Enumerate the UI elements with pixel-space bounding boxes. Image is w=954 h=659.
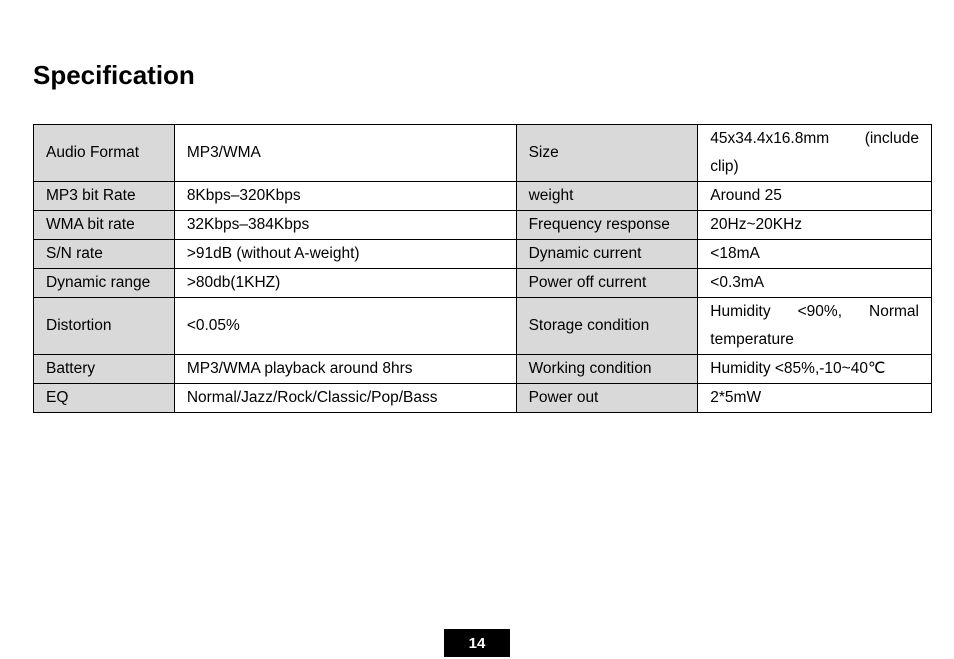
spec-label: Power out (516, 384, 698, 413)
table-row (34, 182, 932, 211)
spec-value: Humidity <90%, Normal temperature (698, 298, 932, 355)
spec-label: Dynamic range (34, 269, 175, 298)
spec-label: EQ (34, 384, 175, 413)
table-row (34, 269, 932, 298)
page-title: Specification (33, 60, 195, 90)
table-row (34, 240, 932, 269)
table-row (34, 211, 932, 240)
spec-value: MP3/WMA (174, 125, 516, 182)
spec-label: Battery (34, 355, 175, 384)
spec-label: Power off current (516, 269, 698, 298)
spec-label: WMA bit rate (34, 211, 175, 240)
spec-value: <0.3mA (698, 269, 932, 298)
spec-label: Distortion (34, 298, 175, 355)
spec-label: Dynamic current (516, 240, 698, 269)
spec-value: 2*5mW (698, 384, 932, 413)
spec-value: Humidity <85%,-10~40℃ (698, 355, 932, 384)
spec-value: MP3/WMA playback around 8hrs (174, 355, 516, 384)
page-number: 14 (444, 629, 510, 657)
spec-label: MP3 bit Rate (34, 182, 175, 211)
table-row (34, 298, 932, 355)
spec-value: <0.05% (174, 298, 516, 355)
spec-value: Around 25 (698, 182, 932, 211)
spec-label: Frequency response (516, 211, 698, 240)
spec-label: Audio Format (34, 125, 175, 182)
spec-value: 45x34.4x16.8mm (include clip) (698, 125, 932, 182)
spec-value: 8Kbps–320Kbps (174, 182, 516, 211)
spec-label: S/N rate (34, 240, 175, 269)
spec-label: Storage condition (516, 298, 698, 355)
spec-label: Size (516, 125, 698, 182)
table-row (34, 355, 932, 384)
spec-value: 32Kbps–384Kbps (174, 211, 516, 240)
spec-value: Normal/Jazz/Rock/Classic/Pop/Bass (174, 384, 516, 413)
spec-value: >91dB (without A-weight) (174, 240, 516, 269)
spec-label: Working condition (516, 355, 698, 384)
spec-value: 20Hz~20KHz (698, 211, 932, 240)
spec-label: weight (516, 182, 698, 211)
spec-value: <18mA (698, 240, 932, 269)
table-row (34, 384, 932, 413)
table-row (34, 125, 932, 182)
spec-value: >80db(1KHZ) (174, 269, 516, 298)
specification-table (33, 124, 932, 413)
